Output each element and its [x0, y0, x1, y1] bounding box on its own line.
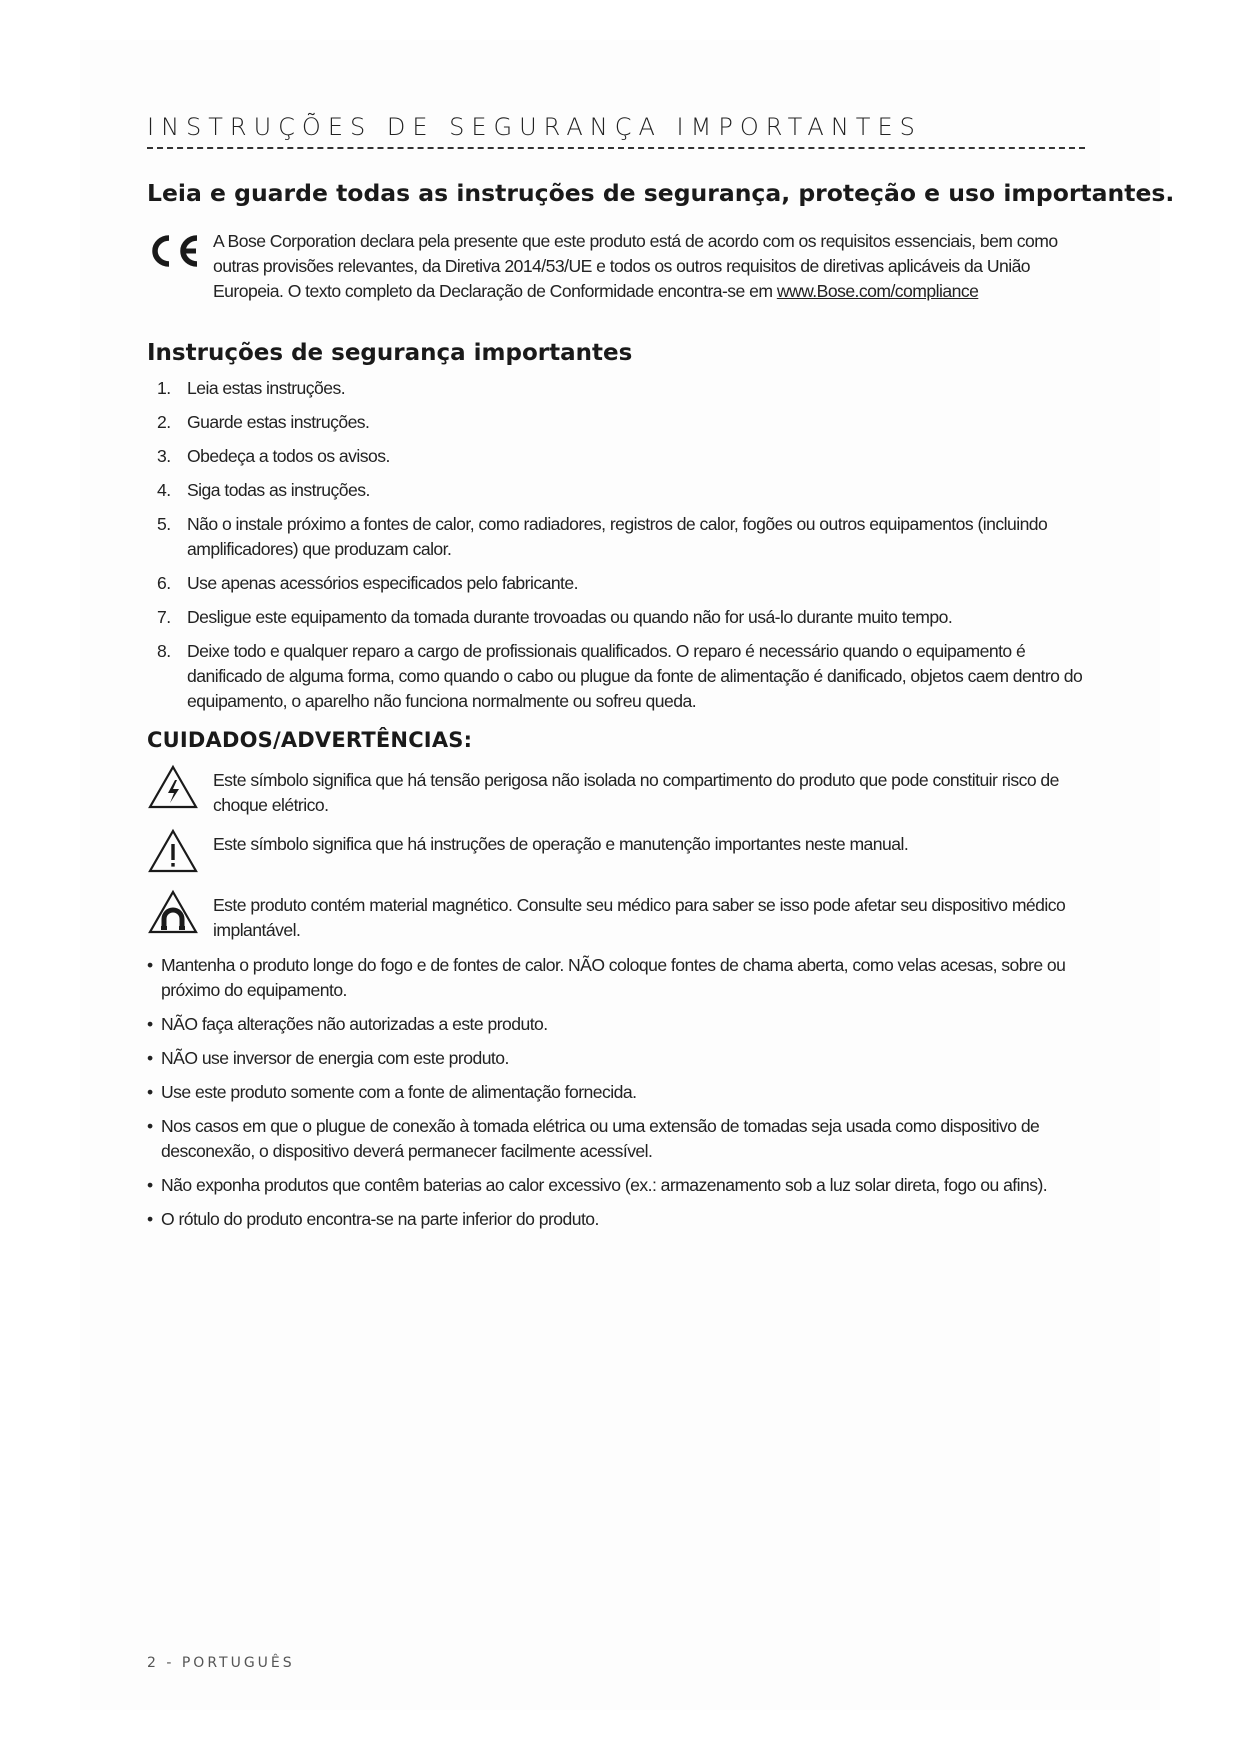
ce-declaration-text	[213, 229, 1087, 304]
warning-bullet: • Mantenha o produto longe do fogo e de fontes de calor. NÃO coloque fontes de chama aberta, como velas acesas, sobre ou próximo do equipamento.	[147, 953, 1087, 1003]
magnet-warning-icon	[147, 889, 213, 940]
instruction-number: 4.	[157, 480, 171, 500]
lead-statement: Leia e guarde todas as instruções de segurança, proteção e uso importantes.	[147, 179, 1175, 207]
instruction-number: 6.	[157, 573, 171, 593]
instruction-text: Obedeça a todos os avisos.	[187, 446, 390, 466]
instruction-item	[147, 639, 1087, 714]
warning-bullet: • NÃO faça alterações não autorizadas a este produto.	[147, 1012, 1087, 1037]
warnings-list	[147, 953, 1087, 1232]
title-divider	[147, 147, 1085, 149]
exclamation-warning-icon	[147, 828, 213, 879]
warning-symbol-text: Este produto contém material magnético. Consulte seu médico para saber se isso pode afetar seu dispositivo médico implantável.	[213, 895, 1066, 940]
ce-text-body: A Bose Corporation declara pela presente que este produto está de acordo com os requisitos essenciais, bem como outras provisões relevantes, da Diretiva 2014/53/UE e todos os outros requisitos de diretivas aplicáveis da União Europeia. O texto completo da Declaração de Conformidade encontra-se em	[213, 231, 1058, 301]
instruction-text: Deixe todo e qualquer reparo a cargo de profissionais qualificados. O reparo é necessário quando o equipamento é danificado de alguma forma, como quando o cabo ou plugue da fonte de alimentação é danificado, objetos caem dentro do equipamento, o aparelho não funciona normalmente ou sofreu queda.	[187, 641, 1083, 711]
instruction-text: Não o instale próximo a fontes de calor, como radiadores, registros de calor, fogões ou outros equipamentos (incluindo amplificadores) que produzam calor.	[187, 514, 1048, 559]
instruction-number: 7.	[157, 607, 171, 627]
instruction-number: 8.	[157, 641, 171, 661]
warning-symbol-row	[147, 889, 1087, 943]
instruction-item	[147, 605, 1087, 630]
instructions-list	[147, 376, 1087, 714]
ce-declaration	[147, 229, 1087, 304]
instruction-number: 1.	[157, 378, 171, 398]
warning-symbol-row	[147, 828, 1087, 879]
instruction-number: 2.	[157, 412, 171, 432]
warning-bullet: • Não exponha produtos que contêm baterias ao calor excessivo (ex.: armazenamento sob a luz solar direta, fogo ou afins).	[147, 1173, 1087, 1198]
warning-bullet: • Use este produto somente com a fonte de alimentação fornecida.	[147, 1080, 1087, 1105]
instruction-item	[147, 571, 1087, 596]
page-footer: 2 - PORTUGUÊS	[147, 1655, 295, 1671]
warnings-heading: CUIDADOS/ADVERTÊNCIAS:	[147, 728, 473, 752]
warning-symbol-text: Este símbolo significa que há tensão perigosa não isolada no compartimento do produto que pode constituir risco de choque elétrico.	[213, 770, 1059, 815]
instruction-number: 5.	[157, 514, 171, 534]
instruction-text: Guarde estas instruções.	[187, 412, 370, 432]
instruction-item	[147, 512, 1087, 562]
instruction-text: Siga todas as instruções.	[187, 480, 370, 500]
compliance-link[interactable]: www.Bose.com/compliance	[776, 281, 979, 301]
instruction-number: 3.	[157, 446, 171, 466]
warning-bullet: • O rótulo do produto encontra-se na parte inferior do produto.	[147, 1207, 1087, 1232]
warning-symbol-text: Este símbolo significa que há instruções de operação e manutenção importantes neste manual.	[213, 834, 909, 854]
instruction-item	[147, 478, 1087, 503]
warning-symbol-row	[147, 764, 1087, 818]
instruction-item	[147, 444, 1087, 469]
instructions-heading: Instruções de segurança importantes	[147, 340, 633, 366]
ce-mark-icon	[147, 229, 213, 304]
page-title: INSTRUÇÕES DE SEGURANÇA IMPORTANTES	[147, 113, 922, 141]
document-content	[147, 113, 1175, 1241]
instruction-text: Desligue este equipamento da tomada durante trovoadas ou quando não for usá-lo durante muito tempo.	[187, 607, 953, 627]
instruction-text: Use apenas acessórios especificados pelo fabricante.	[187, 573, 578, 593]
instruction-item	[147, 376, 1087, 401]
electric-shock-warning-icon	[147, 764, 213, 815]
warning-bullet: • NÃO use inversor de energia com este produto.	[147, 1046, 1087, 1071]
instruction-text: Leia estas instruções.	[187, 378, 346, 398]
warning-bullet: • Nos casos em que o plugue de conexão à tomada elétrica ou uma extensão de tomadas seja usada como dispositivo de desconexão, o dispositivo deverá permanecer facilmente acessível.	[147, 1114, 1087, 1164]
instruction-item	[147, 410, 1087, 435]
